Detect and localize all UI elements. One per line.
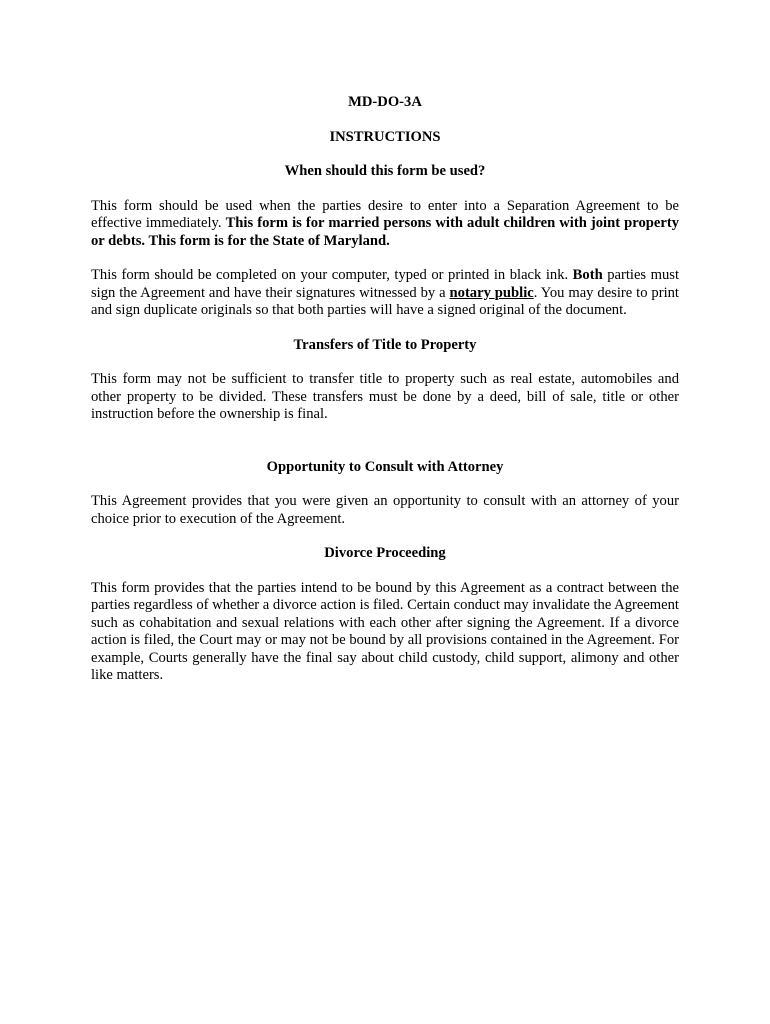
attorney-heading: Opportunity to Consult with Attorney bbox=[266, 458, 504, 475]
divorce-paragraph: This form provides that the parties intend to be bound by this Agreement as a contract between the parties regardless of whether a divorce action is filed. Certain conduct may invalidate the Agreement such as cohabitation and sexual relations with each other after signing the Agreement. If a divorce action is filed, the Court may or may not be bound by all provisions contained in the Agreement. For example, Courts generally have the final say about child custody, child support, alimony and other like matters. bbox=[91, 579, 679, 683]
transfers-paragraph: This form may not be sufficient to transfer title to property such as real estate, automobiles and other property to be divided. These transfers must be done by a deed, bill of sale, title or other instruction before the ownership is final. bbox=[91, 371, 679, 422]
when-paragraph-1-bold: This form is for married persons with adult children with joint property or debts. This form is for the State of Maryland. bbox=[91, 215, 680, 249]
when-paragraph-2-mid: parties must sign the Agreement and have their signatures witnessed by a bbox=[91, 267, 679, 301]
document-page bbox=[91, 94, 679, 685]
when-heading: When should this form be used? bbox=[284, 163, 486, 179]
notary-public-emphasis: notary public bbox=[449, 284, 534, 301]
when-paragraph-2-before: This form should be completed on your computer, typed or printed in black ink. bbox=[91, 267, 573, 283]
when-paragraph-1-text: This form should be used when the parties desire to enter into a Separation Agreement to be effective immediately. bbox=[91, 197, 679, 231]
both-bold: Both bbox=[572, 267, 603, 283]
form-code: MD-DO-3A bbox=[348, 94, 422, 110]
transfers-heading: Transfers of Title to Property bbox=[293, 336, 477, 353]
when-paragraph-2 bbox=[91, 267, 679, 320]
attorney-paragraph: This Agreement provides that you were given an opportunity to consult with an attorney of your choice prior to execution of the Agreement. bbox=[91, 493, 679, 527]
when-paragraph-1 bbox=[91, 198, 679, 251]
instructions-heading: INSTRUCTIONS bbox=[329, 128, 441, 145]
when-paragraph-2-after: . You may desire to print and sign duplicate originals so that both parties will have a signed original of the document. bbox=[91, 284, 679, 318]
divorce-heading: Divorce Proceeding bbox=[324, 545, 446, 561]
